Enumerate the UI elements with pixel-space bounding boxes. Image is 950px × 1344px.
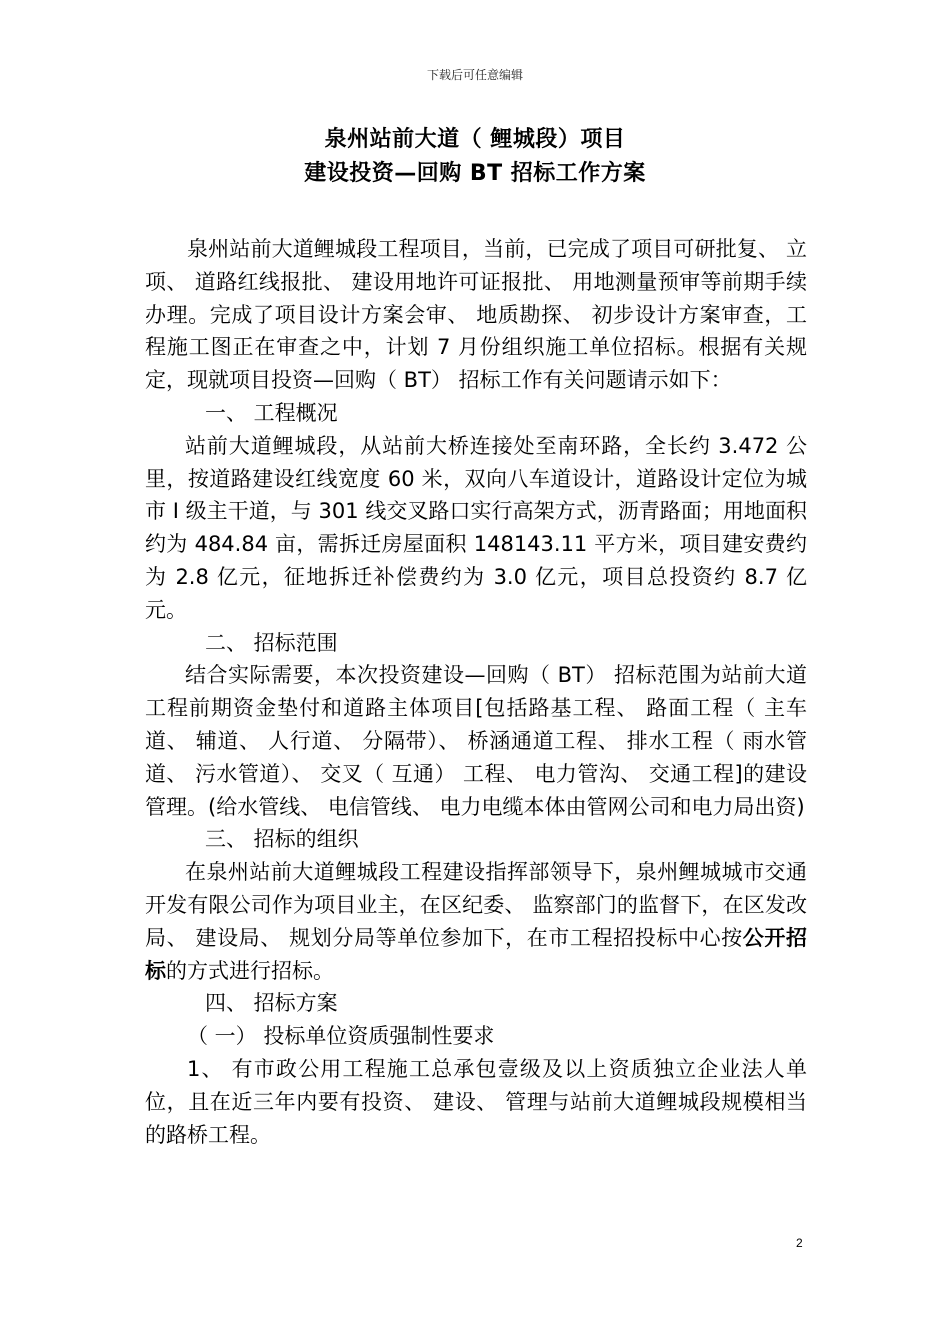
section-1-paragraph: 站前大道鲤城段，从站前大桥连接处至南环路，全长约 3.472 公里，按道路建设红线宽度 60 米，双向八车道设计，道路设计定位为城市 I 级主干道，与 301 线交叉路口实行高架方式，沥青路面；用地面积约为 484.84 亩，需拆迁房屋面积 148143.11 平方米，项目建安费约为 2.8 亿元，征地拆迁补偿费约为 3.0 亿元，项目总投资约 8.7 亿元。 bbox=[145, 433, 807, 622]
section-3-text-after: 的方式进行招标。 bbox=[166, 958, 334, 983]
list-item-1: 1、 有市政公用工程施工总承包壹级及以上资质独立企业法人单位，且在近三年内要有投资、 建设、 管理与站前大道鲤城段规模相当的路桥工程。 bbox=[145, 1056, 807, 1147]
section-3-text-before: 在泉州站前大道鲤城段工程建设指挥部领导下，泉州鲤城城市交通开发有限公司作为项目业主，在区纪委、 监察部门的监督下，在区发改局、 建设局、 规划分局等单位参加下，在市工程招投标中心按 bbox=[145, 860, 807, 950]
section-heading-4: 四、 招标方案 bbox=[205, 991, 338, 1016]
intro-paragraph: 泉州站前大道鲤城段工程项目，当前，已完成了项目可研批复、 立项、 道路红线报批、 建设用地许可证报批、 用地测量预审等前期手续办理。完成了项目设计方案会审、 地质勘探、 初步设计方案审查，工程施工图正在审查之中，计划 7 月份组织施工单位招标。根据有关规定，现就项目投资—回购（ BT） 招标工作有关问题请示如下： bbox=[145, 237, 807, 393]
page-number: 2 bbox=[796, 1236, 803, 1250]
document-body bbox=[145, 233, 807, 1151]
section-3-emphasis: 公开招标 bbox=[145, 925, 807, 983]
section-3-paragraph bbox=[145, 856, 807, 987]
section-heading-2: 二、 招标范围 bbox=[205, 630, 338, 655]
subsection-heading-1: （ 一） 投标单位资质强制性要求 bbox=[187, 1024, 495, 1049]
document-title-line1: 泉州站前大道（ 鲤城段）项目 bbox=[324, 127, 626, 152]
document-title-line2: 建设投资—回购 BT 招标工作方案 bbox=[304, 161, 646, 186]
section-heading-3: 三、 招标的组织 bbox=[205, 827, 359, 852]
section-2-paragraph: 结合实际需要，本次投资建设—回购（ BT） 招标范围为站前大道工程前期资金垫付和道路主体项目[包括路基工程、 路面工程（ 主车道、 辅道、 人行道、 分隔带）、 桥涵通道工程、 排水工程（ 雨水管道、 污水管道）、 交叉（ 互通） 工程、 电力管沟、 交通工程]的建设管理。(给水管线、 电信管线、 电力电缆本体由管网公司和电力局出资) bbox=[145, 663, 807, 819]
header-note: 下载后可任意编辑 bbox=[426, 68, 523, 82]
section-heading-1: 一、 工程概况 bbox=[205, 400, 338, 425]
